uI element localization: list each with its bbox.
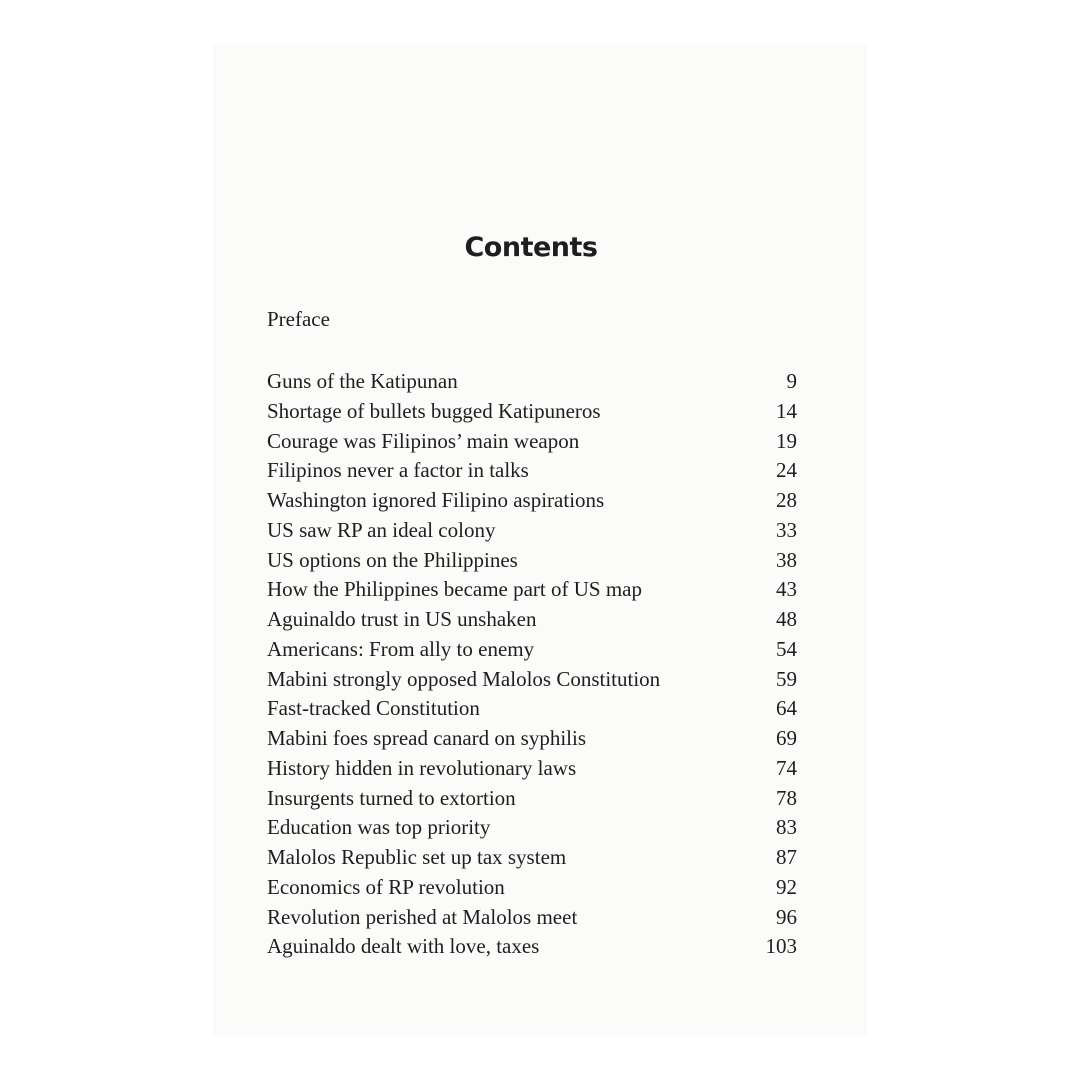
toc-preface: Preface bbox=[267, 307, 330, 331]
toc-entry-page: 87 bbox=[776, 845, 797, 869]
toc-entry bbox=[267, 903, 797, 933]
toc-entry-page: 24 bbox=[776, 458, 797, 483]
toc-entry bbox=[267, 575, 797, 605]
toc-entry-title: How the Philippines became part of US map bbox=[267, 577, 643, 602]
toc-entry-title: Americans: From ally to enemy bbox=[267, 636, 535, 661]
toc-entry bbox=[267, 367, 797, 397]
toc-entry bbox=[267, 456, 797, 486]
toc-entry-title: US saw RP an ideal colony bbox=[267, 517, 496, 542]
toc-entry-page: 92 bbox=[776, 874, 797, 899]
toc-entry-page: 64 bbox=[776, 696, 797, 721]
toc-entry bbox=[267, 486, 797, 516]
toc-entry-title: Washington ignored Filipino aspirations bbox=[267, 488, 605, 512]
toc-entry-title: Education was top priority bbox=[267, 815, 491, 840]
toc-entry-title: Guns of the Katipunan bbox=[267, 369, 458, 393]
toc-entry-page: 103 bbox=[765, 934, 797, 959]
toc-entry-title: History hidden in revolutionary laws bbox=[267, 755, 577, 780]
toc-entry bbox=[267, 635, 797, 665]
toc-entry bbox=[267, 694, 797, 724]
toc-entry bbox=[267, 724, 797, 754]
toc-entry-page: 54 bbox=[776, 636, 797, 661]
toc-entry bbox=[267, 516, 797, 546]
toc-entry-title: Aguinaldo dealt with love, taxes bbox=[267, 934, 540, 959]
toc-entry-page: 74 bbox=[776, 755, 797, 780]
toc-entry-page: 83 bbox=[776, 815, 797, 840]
toc-entry bbox=[267, 546, 797, 576]
toc-entry-title: Economics of RP revolution bbox=[267, 874, 505, 899]
toc-entry-title: Malolos Republic set up tax system bbox=[267, 845, 567, 869]
toc-entry-page: 28 bbox=[776, 488, 797, 512]
toc-entry-page: 38 bbox=[776, 547, 797, 572]
table-of-contents bbox=[267, 367, 797, 962]
toc-entry bbox=[267, 605, 797, 635]
toc-entry-page: 78 bbox=[776, 785, 797, 810]
toc-entry-title: Insurgents turned to extortion bbox=[267, 785, 516, 810]
toc-entry-page: 43 bbox=[776, 577, 797, 602]
toc-entry-page: 33 bbox=[776, 517, 797, 542]
toc-entry bbox=[267, 873, 797, 903]
toc-entry-title: US options on the Philippines bbox=[267, 547, 518, 572]
toc-entry-title: Mabini strongly opposed Malolos Constitution bbox=[267, 666, 661, 691]
toc-entry-page: 14 bbox=[776, 398, 797, 423]
toc-entry-title: Shortage of bullets bugged Katipuneros bbox=[267, 398, 601, 423]
toc-entry bbox=[267, 754, 797, 784]
toc-entry-page: 19 bbox=[776, 428, 797, 453]
toc-entry-page: 48 bbox=[776, 607, 797, 631]
toc-entry-title: Courage was Filipinos’ main weapon bbox=[267, 428, 580, 453]
toc-entry bbox=[267, 843, 797, 873]
toc-entry-title: Fast-tracked Constitution bbox=[267, 696, 480, 721]
toc-entry-page: 96 bbox=[776, 904, 797, 929]
toc-entry bbox=[267, 427, 797, 457]
toc-entry-title: Filipinos never a factor in talks bbox=[267, 458, 529, 483]
toc-entry bbox=[267, 784, 797, 814]
toc-entry bbox=[267, 932, 797, 962]
toc-entry bbox=[267, 665, 797, 695]
toc-entry bbox=[267, 397, 797, 427]
toc-entry-title: Mabini foes spread canard on syphilis bbox=[267, 726, 587, 750]
toc-entry-page: 59 bbox=[776, 666, 797, 691]
page-title: Contents bbox=[464, 232, 598, 263]
toc-entry bbox=[267, 813, 797, 843]
toc-entry-page: 69 bbox=[776, 726, 797, 750]
toc-entry-title: Revolution perished at Malolos meet bbox=[267, 904, 578, 929]
toc-entry-page: 9 bbox=[786, 369, 797, 393]
toc-entry-title: Aguinaldo trust in US unshaken bbox=[267, 607, 537, 631]
